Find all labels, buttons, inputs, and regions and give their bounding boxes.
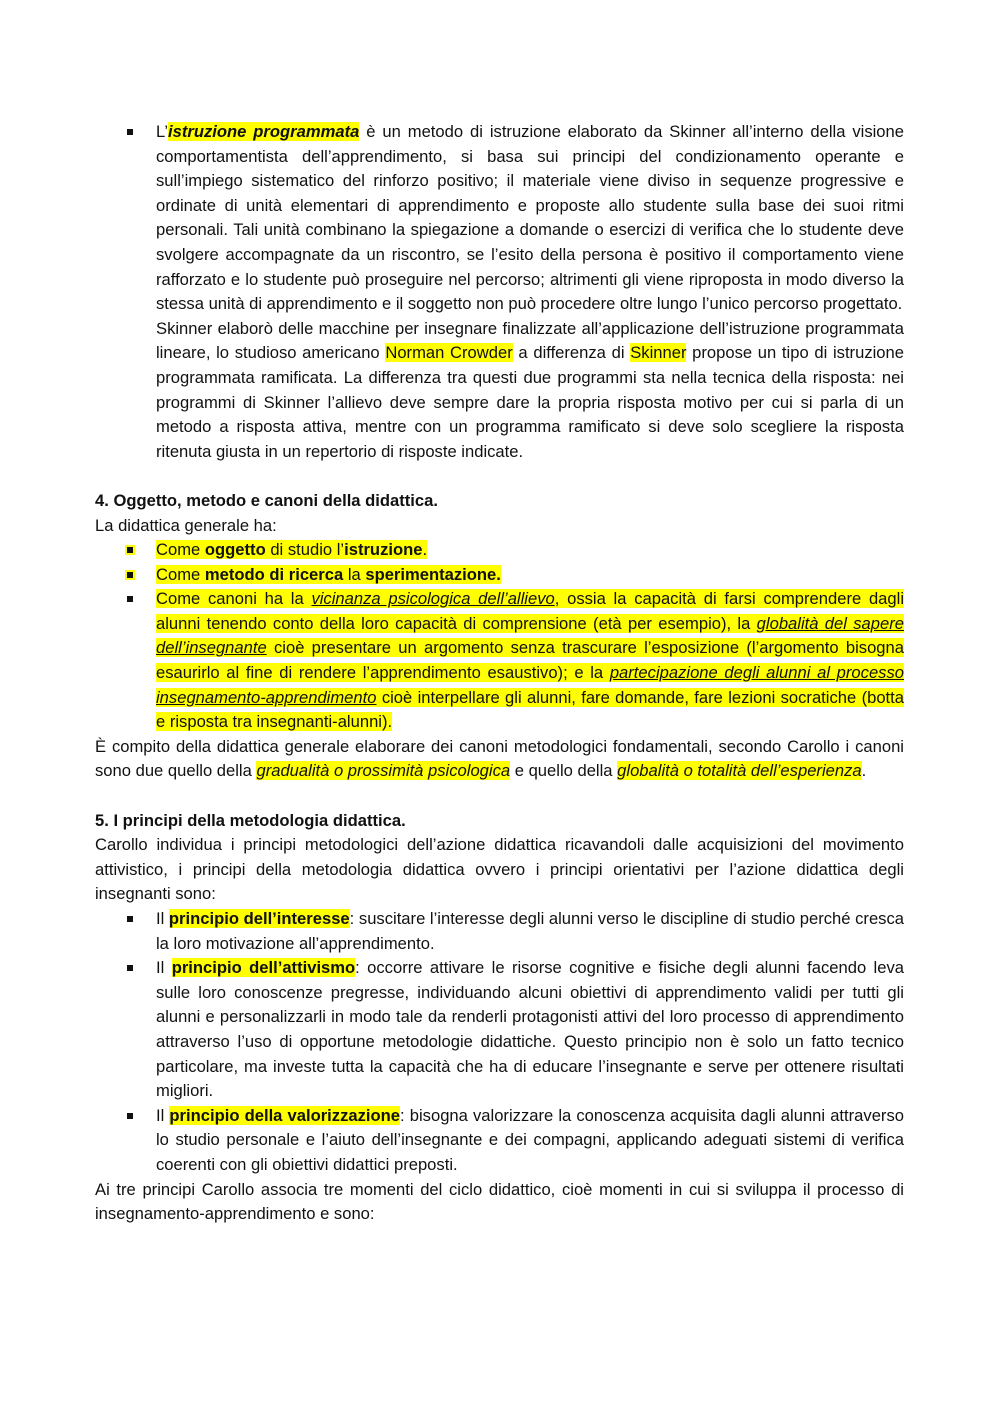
highlighted-term: principio dell’attivismo bbox=[171, 958, 356, 978]
section-heading: 4. Oggetto, metodo e canoni della didattica. bbox=[95, 490, 438, 510]
list-item-metodo bbox=[156, 563, 904, 588]
text: Come canoni ha la bbox=[156, 589, 312, 609]
highlighted-name: Norman Crowder bbox=[385, 343, 513, 363]
section-intro: Carollo individua i principi metodologici dell’azione didattica ricavandoli dalle acquisizioni del movimento attivistico, i principi della metodologia didattica ovvero i principi orientativi per l’azione didattica degli insegnanti sono: bbox=[95, 835, 904, 904]
highlighted-term: principio della valorizzazione bbox=[169, 1105, 401, 1125]
underlined-term: vicinanza psicologica dell’allievo bbox=[311, 589, 555, 609]
text: la bbox=[343, 564, 366, 584]
highlighted-line bbox=[156, 565, 501, 584]
spacer bbox=[95, 784, 904, 809]
highlighted-term: principio dell’interesse bbox=[168, 909, 350, 928]
section-intro: La didattica generale ha: bbox=[95, 515, 277, 535]
text: È compito della didattica generale elaborare dei canoni metodologici fondamentali, secondo Carollo i canoni sono due quello della bbox=[95, 736, 904, 781]
bold-term: sperimentazione. bbox=[365, 564, 501, 584]
text: . bbox=[861, 761, 867, 781]
bold-term: istruzione bbox=[344, 540, 423, 560]
paragraph: Ai tre principi Carollo associa tre momenti del ciclo didattico, cioè momenti in cui si sviluppa il processo di insegnamento-apprendimento e sono: bbox=[95, 1179, 904, 1224]
highlighted-term: globalità o totalità dell’esperienza bbox=[617, 761, 862, 781]
text: di studio l’ bbox=[265, 540, 345, 560]
document-body bbox=[95, 120, 904, 1227]
highlighted-name: Skinner bbox=[630, 343, 687, 363]
paragraph bbox=[156, 317, 904, 465]
text: , ossia la capacità di farsi comprendere dagli alunni tenendo conto della loro capacità di comprensione (età per esempio), la bbox=[156, 589, 905, 633]
bullet-list bbox=[95, 538, 904, 735]
spacer bbox=[95, 464, 904, 489]
underlined-term: partecipazione degli alunni al processo insegnamento-apprendimento bbox=[156, 663, 904, 707]
text: : bisogna valorizzare la conoscenza acquisita dagli alunni attraverso lo studio personale e l’aiuto dell’insegnante e dei compagni, applicando adeguati sistemi di verifica coerenti con gli obiettivi didattici preposti. bbox=[156, 1105, 904, 1174]
highlighted-line bbox=[156, 540, 427, 559]
bold-term: metodo di ricerca bbox=[204, 564, 344, 584]
section-heading: 5. I principi della metodologia didattica. bbox=[95, 810, 406, 830]
text: cioè presentare un argomento senza trascurare l’esposizione (l’argomento bisogna esaurirlo al fine di rendere l’apprendimento esaustivo); e la bbox=[156, 638, 904, 683]
list-item-principio bbox=[156, 907, 904, 956]
bullet-list bbox=[95, 120, 904, 464]
text: cioè interpellare gli alunni, fare domande, fare lezioni socratiche (botta e risposta tra insegnanti-alunni). bbox=[156, 687, 904, 732]
text: : suscitare l’interesse degli alunni verso le discipline di studio perché cresca la loro motivazione all’apprendimento. bbox=[156, 909, 904, 953]
text: Il bbox=[156, 958, 172, 978]
text: propose un tipo di istruzione programmata ramificata. La differenza tra questi due programmi sta nella tecnica della risposta: nei programmi di Skinner l’allievo deve sempre dare la propria risposta motivo per cui si parla di un metodo a risposta attiva, mentre con un programma ramificato si deve solo scegliere la risposta ritenuta giusta in un repertorio di risposte indicate. bbox=[156, 343, 904, 461]
list-item-principio bbox=[156, 956, 904, 1104]
text: L’ bbox=[156, 122, 168, 141]
bold-term: oggetto bbox=[204, 540, 266, 560]
list-item-canoni bbox=[156, 587, 904, 735]
list-item-istruzione-programmata bbox=[156, 120, 904, 464]
text: Come bbox=[156, 564, 205, 584]
list-item-principio bbox=[156, 1104, 904, 1178]
text: . bbox=[422, 540, 428, 560]
highlighted-paragraph bbox=[156, 589, 904, 731]
text: : occorre attivare le risorse cognitive e fisiche degli alunni facendo leva sulle loro conoscenze pregresse, individuando alcuni obiettivi di apprendimento validi per tutti gli alunni e personalizzarli in modo tale da renderli protagonisti attivi del loro processo di apprendimento attraverso l’uso di opportune metodologie didattiche. Questo principio non è solo un fatto tecnico particolare, ma investe tutta la capacità che ha di educare l’insegnante e serve per ottenere risultati migliori. bbox=[156, 958, 904, 1101]
text: Il bbox=[156, 909, 169, 928]
highlighted-term: gradualità o prossimità psicologica bbox=[256, 761, 511, 781]
underlined-term: globalità del sapere dell’insegnante bbox=[156, 613, 904, 658]
text: Come bbox=[156, 540, 205, 560]
text: a differenza di bbox=[512, 343, 631, 363]
paragraph bbox=[156, 120, 904, 317]
highlighted-term: istruzione programmata bbox=[168, 122, 360, 141]
paragraph bbox=[95, 735, 904, 784]
text: e quello della bbox=[510, 761, 618, 781]
text: Skinner elaborò delle macchine per insegnare finalizzate all’applicazione dell’istruzione programmata lineare, lo studioso americano bbox=[156, 318, 904, 363]
text: è un metodo di istruzione elaborato da Skinner all’interno della visione comportamentista dell’apprendimento, si basa sui principi del condizionamento operante e sull’impiego sistematico del rinforzo positivo; il materiale viene diviso in sequenze progressive e ordinate di unità elementari di apprendimento e proposte allo studente sulla base dei suoi ritmi personali. Tali unità combinano la spiegazione a domande o esercizi di verifica che lo studente deve svolgere accompagnate da un riscontro, se l’esito della persona è positivo il comportamento viene rafforzato e lo studente può proseguire nel percorso; altrimenti gli viene riproposta in modo diverso la stessa unità di apprendimento e il soggetto non può procedere oltre lungo l’unico percorso progettato. bbox=[156, 122, 904, 314]
list-item-oggetto bbox=[156, 538, 904, 563]
bullet-list bbox=[95, 907, 904, 1178]
text: Il bbox=[156, 1105, 170, 1125]
